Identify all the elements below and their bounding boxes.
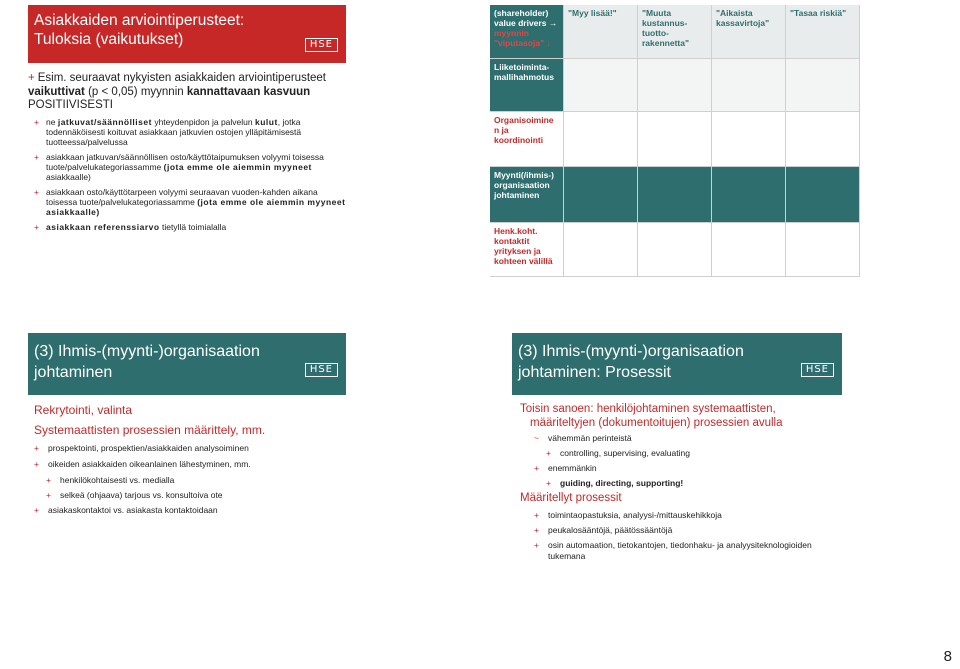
- row-header: Henk.koht. kontaktit yrityksen ja kohteen välillä: [490, 223, 564, 277]
- table-cell: [564, 223, 638, 277]
- page-number: 8: [943, 648, 952, 665]
- slide3-title-bar: [28, 333, 346, 395]
- table-cell: [712, 167, 786, 223]
- table-cell: [786, 167, 860, 223]
- list-item: + oikeiden asiakkaiden oikeanlainen lähestyminen, mm.: [34, 459, 251, 469]
- arrow-right-icon: →: [548, 18, 558, 28]
- row-header: Myynti(/ihmis-) organisaation johtaminen: [490, 167, 564, 223]
- bullet-marker: +: [534, 540, 539, 550]
- slide1-intro: + Esim. seuraavat nykyisten asiakkaiden arviointiperusteet vaikuttivat (p < 0,05) myynnin kannattavaan kasvuun POSITIIVISESTI: [28, 72, 326, 111]
- slide3-bullet-list: [34, 443, 346, 521]
- slide1-bullet-list: [34, 117, 346, 237]
- table-cell: [638, 167, 712, 223]
- table-cell: [786, 112, 860, 167]
- list-item: + peukalosääntöjä, päätössääntöjä: [534, 525, 673, 535]
- table-cell: [786, 59, 860, 112]
- bullet-marker: +: [534, 525, 539, 535]
- table-cell: [638, 223, 712, 277]
- slide-arviointiperusteet: [28, 5, 346, 245]
- list-item: + controlling, supervising, evaluating: [546, 448, 690, 458]
- column-header: "Muuta kustannus-tuotto-rakennetta": [638, 5, 712, 59]
- bullet-marker: +: [534, 463, 539, 473]
- list-item: + ne jatkuvat/säännölliset yhteydenpidon ja palvelun kulut, jotka todennäköisesti koituvat asiakkaan jatkuvien ostojen ylläpitämisestä tuotteessa/palvelussa: [34, 117, 302, 147]
- slide3-title: (3) Ihmis-(myynti-)organisaation johtaminen: [34, 343, 260, 381]
- bullet-marker: +: [34, 443, 39, 453]
- table-cell: [564, 112, 638, 167]
- slide4-title: (3) Ihmis-(myynti-)organisaation johtaminen: Prosessit: [518, 343, 744, 381]
- slide-value-driver-matrix: [490, 5, 860, 277]
- table-cell: [564, 59, 638, 112]
- list-item: + toimintaopastuksia, analyysi-/mittauskehikkoja: [534, 510, 722, 520]
- bullet-marker: +: [546, 448, 551, 458]
- bullet-marker: +: [46, 490, 51, 500]
- bullet-marker: +: [34, 222, 39, 232]
- bullet-marker: +: [34, 187, 39, 197]
- hse-logo: HSE: [801, 363, 834, 377]
- arrow-down-icon: ↓: [546, 38, 551, 48]
- slide4-title-bar: [512, 333, 842, 395]
- list-item: + prospektointi, prospektien/asiakkaiden analysoiminen: [34, 443, 249, 453]
- slide1-title-bar: [28, 5, 346, 63]
- table-cell: [564, 167, 638, 223]
- slide4-bullet-list: [520, 433, 840, 566]
- list-item: + asiakkaan jatkuvan/säännöllisen osto/käyttötaipumuksen volyymi toisessa tuote/palvelukategoriassamme (jota emme ole aiemmin myyneet asiakkaalle): [34, 152, 324, 182]
- bullet-marker: +: [534, 510, 539, 520]
- bullet-marker: +: [28, 72, 35, 84]
- list-item: + osin automaation, tietokantojen, tiedonhaku- ja analyysiteknologioiden tukemana: [534, 540, 812, 561]
- matrix-corner-header: (shareholder) value drivers → myynnin "viputasoja" ↓: [490, 5, 564, 59]
- slide-prosessit: [512, 333, 842, 573]
- table-cell: [712, 112, 786, 167]
- list-item: + henkilökohtaisesti vs. medialla: [46, 475, 175, 485]
- section-heading: Määritellyt prosessit: [520, 492, 622, 504]
- hse-logo: HSE: [305, 363, 338, 377]
- slide4-intro: Toisin sanoen: henkilöjohtaminen systemaattisten, määriteltyjen (dokumentoitujen) prosessien avulla: [520, 403, 783, 429]
- list-item: + asiakkaan referenssiarvo tietyllä toimialalla: [34, 222, 227, 232]
- hse-logo: HSE: [305, 38, 338, 52]
- bullet-marker: +: [34, 459, 39, 469]
- table-cell: [712, 223, 786, 277]
- table-cell: [638, 59, 712, 112]
- slide3-line-prosessit: Systemaattisten prosessien määrittely, mm.: [34, 423, 266, 437]
- row-header: Liiketoiminta-mallihahmotus: [490, 59, 564, 112]
- table-cell: [638, 112, 712, 167]
- list-item: + enemmänkin: [534, 463, 597, 473]
- slide3-line-rekrytointi: Rekrytointi, valinta: [34, 403, 133, 417]
- row-header: Organisoimine n ja koordinointi: [490, 112, 564, 167]
- tilde-marker: ~: [534, 433, 539, 443]
- column-header: "Aikaista kassavirtoja": [712, 5, 786, 59]
- bullet-marker: +: [34, 505, 39, 515]
- bullet-marker: +: [46, 475, 51, 485]
- value-driver-table: [490, 5, 860, 277]
- table-cell: [712, 59, 786, 112]
- list-item: ~ vähemmän perinteistä: [534, 433, 632, 443]
- column-header: "Myy lisää!": [564, 5, 638, 59]
- slide-ihmis-organisaatio: [28, 333, 346, 533]
- list-item: + selkeä (ohjaava) tarjous vs. konsultoiva ote: [46, 490, 223, 500]
- column-header: "Tasaa riskiä": [786, 5, 860, 59]
- bullet-marker: +: [546, 478, 551, 488]
- list-item: + guiding, directing, supporting!: [546, 478, 684, 488]
- bullet-marker: +: [34, 117, 39, 127]
- list-item: + asiakkaan osto/käyttötarpeen volyymi seuraavan vuoden-kahden aikana toisessa tuote/palvelukategoriassamme (jota emme ole aiemmin myyneet asiakkaalle): [34, 187, 346, 217]
- list-item: + asiakaskontaktoi vs. asiakasta kontaktoidaan: [34, 505, 218, 515]
- slide1-title: Asiakkaiden arviointiperusteet: Tuloksia (vaikutukset): [34, 12, 245, 48]
- bullet-marker: +: [34, 152, 39, 162]
- table-cell: [786, 223, 860, 277]
